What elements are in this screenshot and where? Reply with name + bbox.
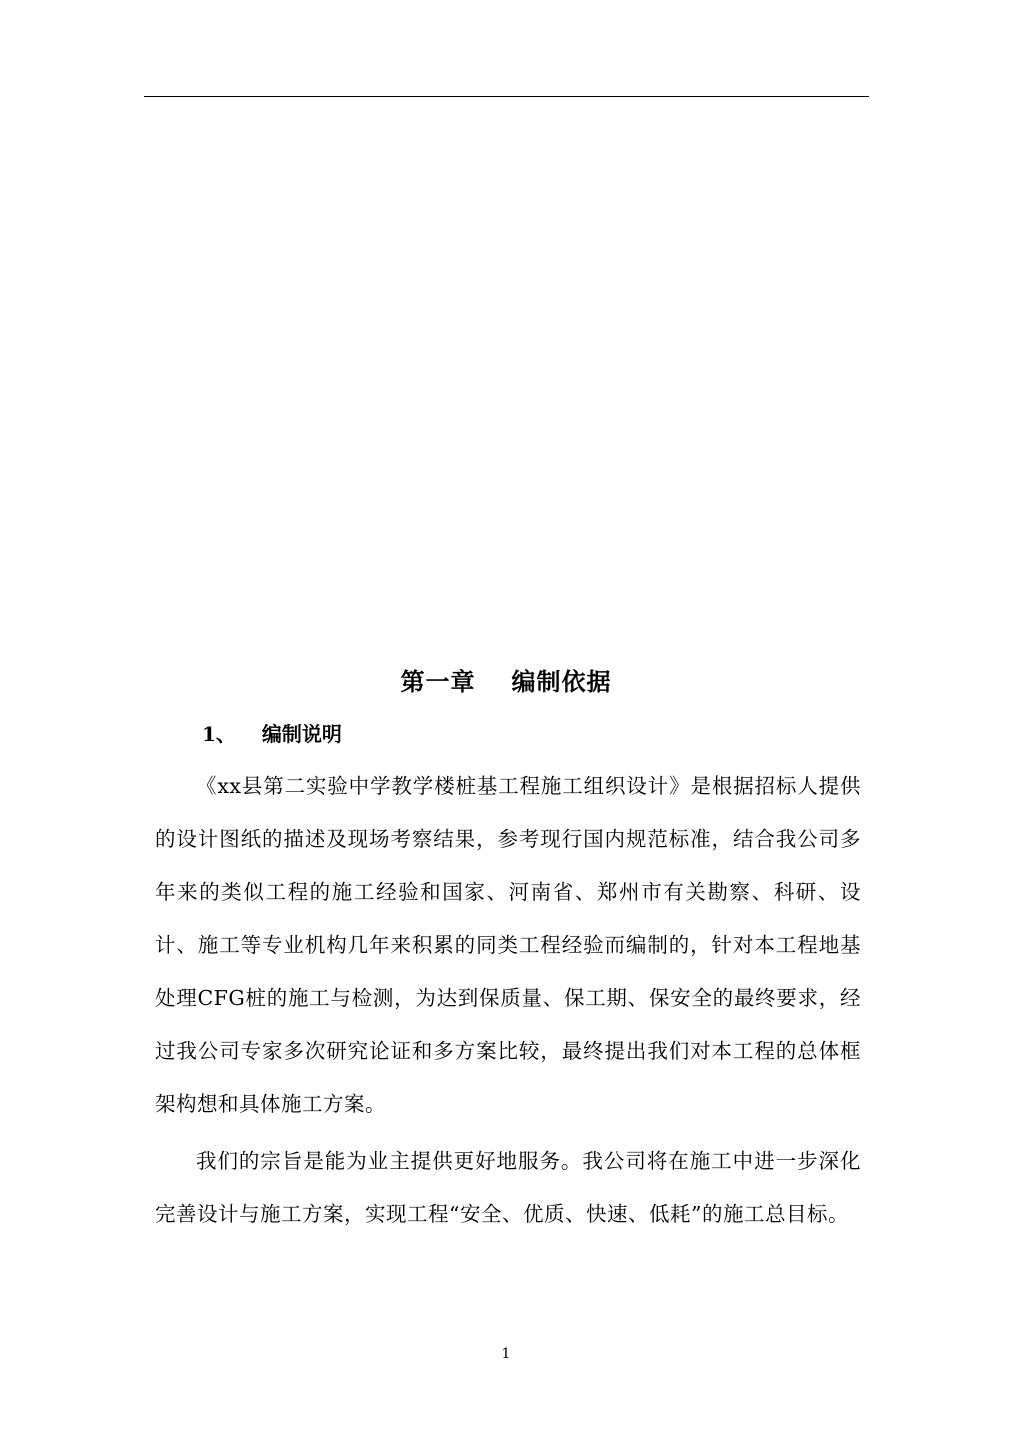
body-paragraph-1: 《xx县第二实验中学教学楼桩基工程施工组织设计》是根据招标人提供的设计图纸的描述及现场考察结果，参考现行国内规范标准，结合我公司多年来的类似工程的施工经验和国家、河南省、郑州市有关勘察、科研、设计、施工等专业机构几年来积累的同类工程经验而编制的，针对本工程地基处理CFG桩的施工与检测，为达到保质量、保工期、保安全的最终要求，经过我公司专家多次研究论证和多方案比较，最终提出我们对本工程的总体框架构想和具体施工方案。: [155, 774, 861, 1116]
chapter-heading: 编制依据: [511, 667, 612, 696]
section-title: 编制说明: [261, 722, 342, 746]
header-rule: [144, 96, 869, 97]
chapter-title: [0, 664, 1012, 700]
section-heading: [202, 718, 342, 750]
body-paragraph-2: 我们的宗旨是能为业主提供更好地服务。我公司将在施工中进一步深化完善设计与施工方案，实现工程“安全、优质、快速、低耗”的施工总目标。: [155, 1149, 861, 1226]
section-number: 1、: [202, 722, 236, 746]
page-number: 1: [501, 1346, 511, 1362]
chapter-number: 第一章: [400, 667, 476, 696]
